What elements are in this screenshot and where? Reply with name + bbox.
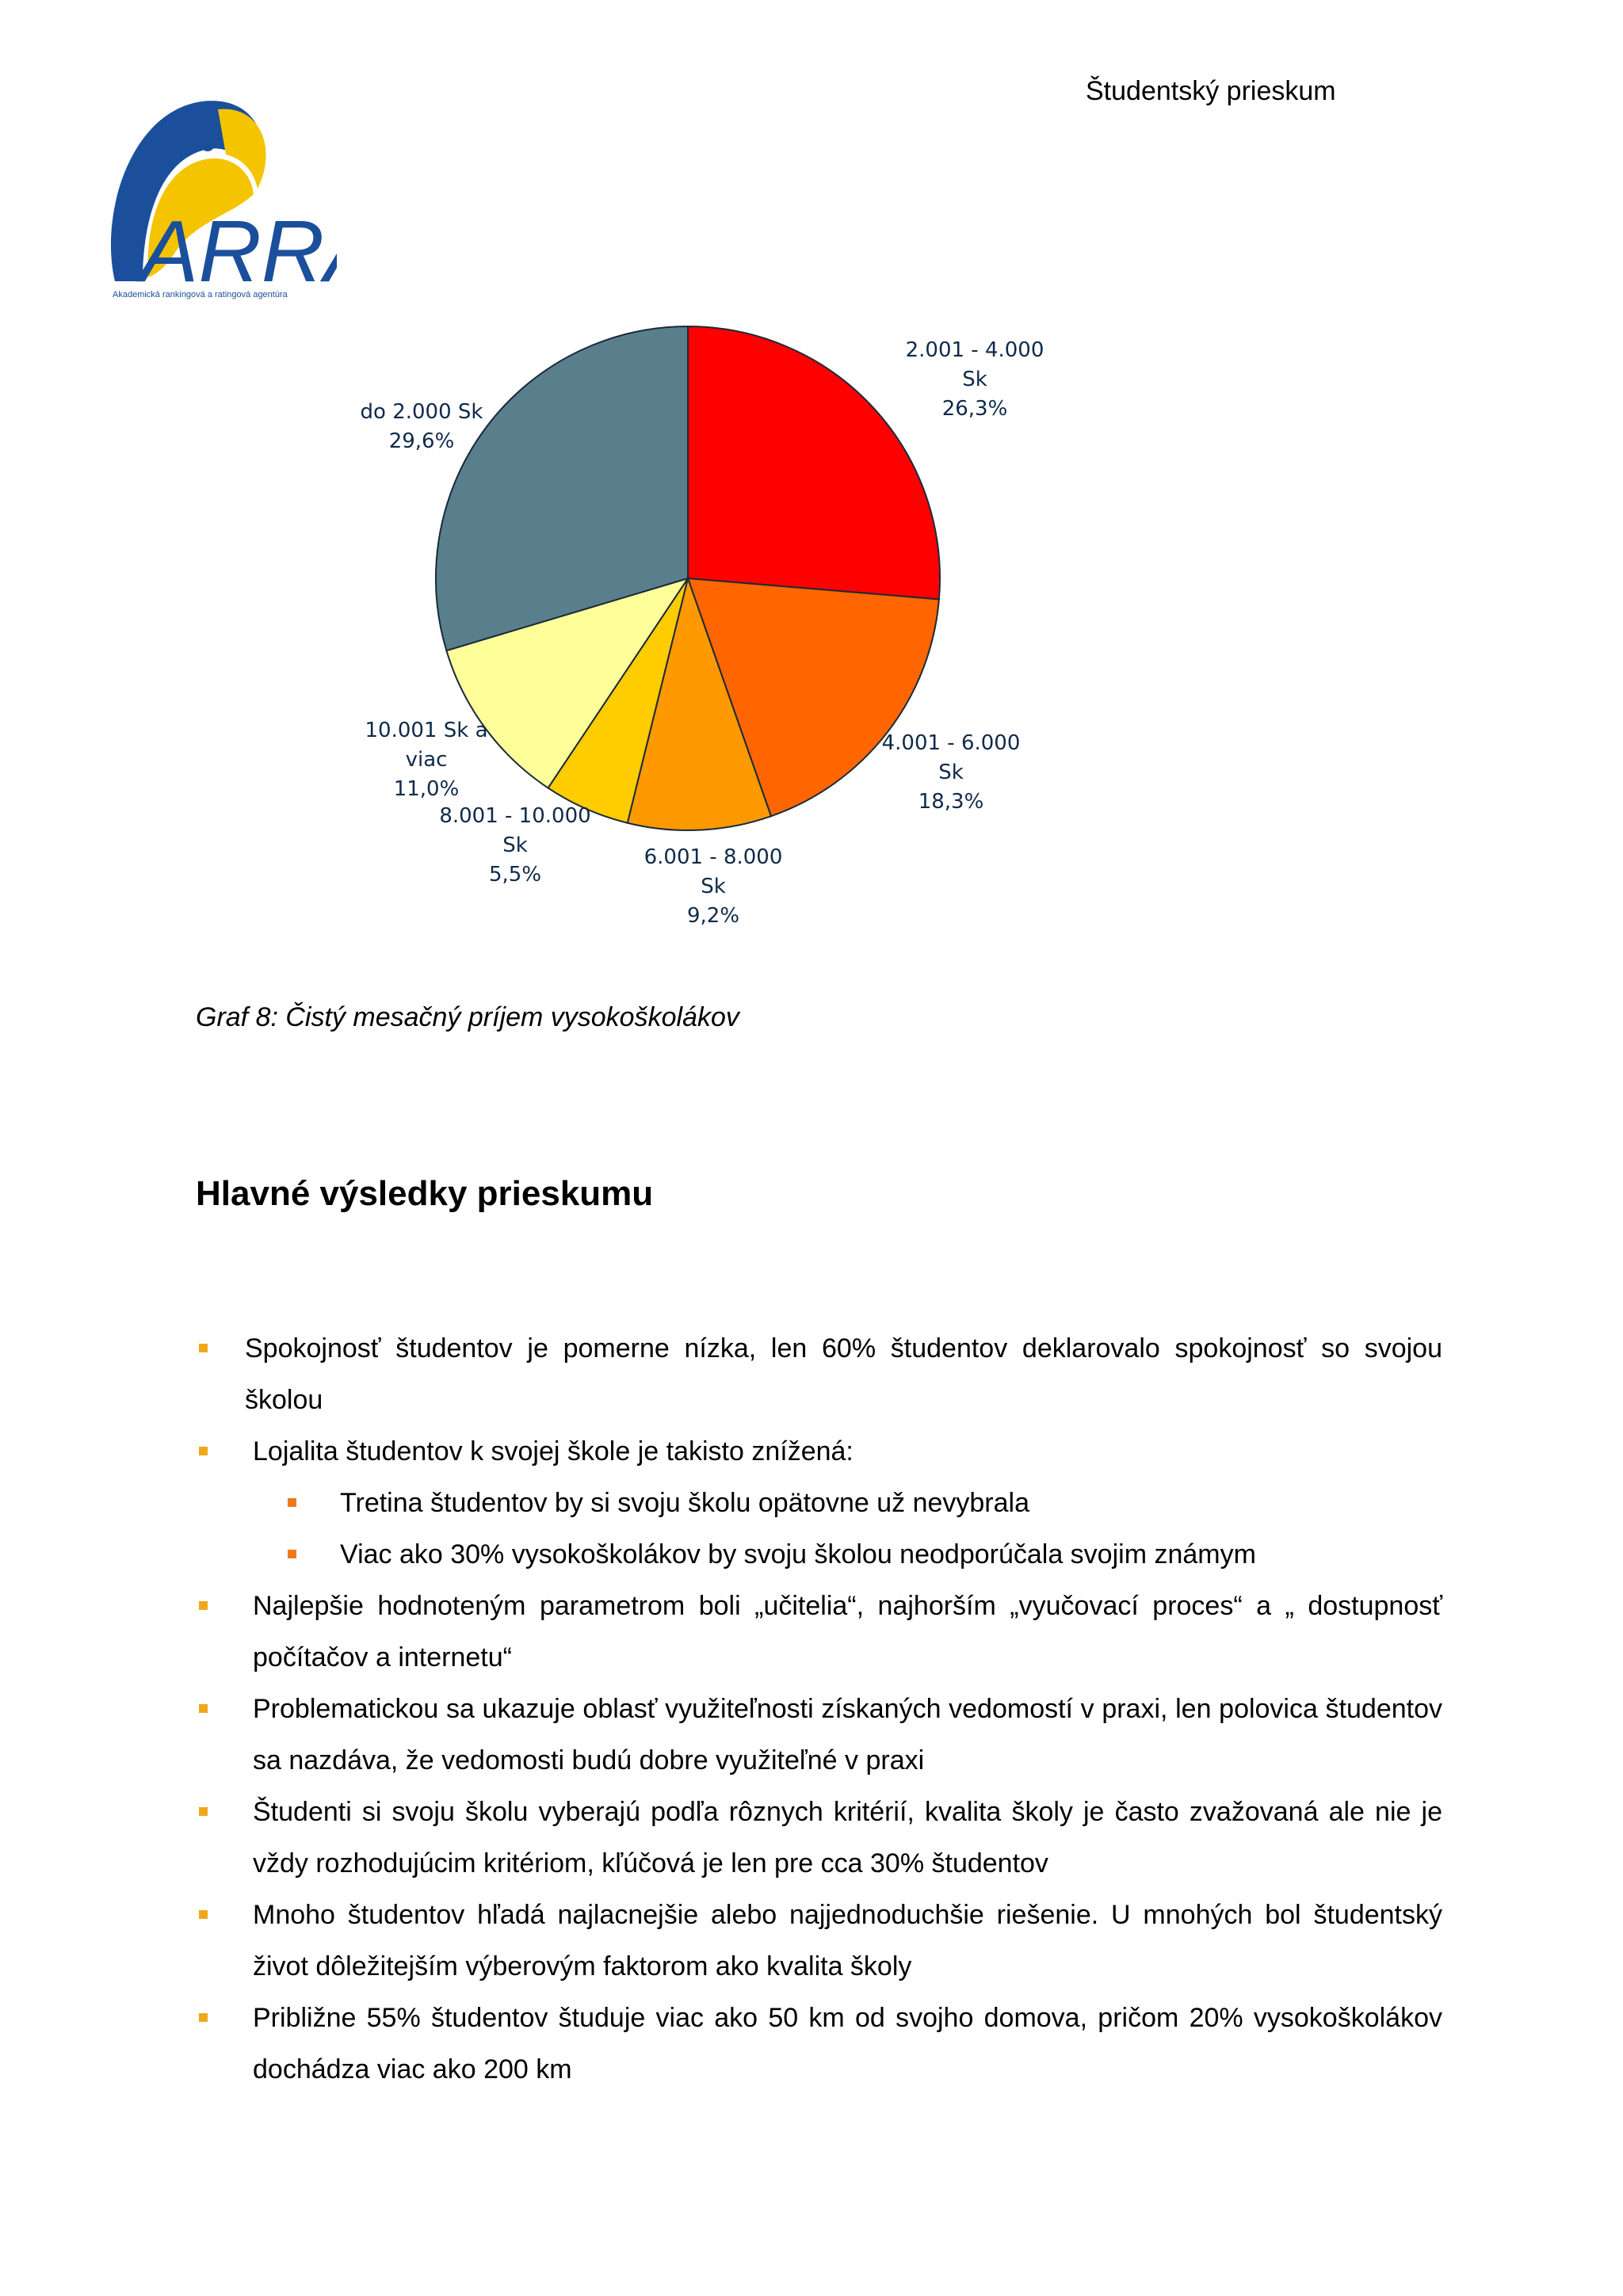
pie-slice <box>688 326 940 599</box>
list-item: Približne 55% študentov študuje viac ako 50 km od svojho domova, pričom 20% vysokoškolákov dochádza viac ako 200 km <box>196 1993 1442 2096</box>
logo-wordmark: ARR <box>140 203 325 300</box>
pie-chart-svg <box>333 309 1046 943</box>
section-title: Hlavné výsledky prieskumu <box>196 1174 654 1213</box>
header-title: Študentský prieskum <box>1086 76 1336 106</box>
list-item: Mnoho študentov hľadá najlacnejšie alebo najjednoduchšie riešenie. U mnohých bol študentský život dôležitejším výberovým faktorom ako kvalita školy <box>196 1890 1442 1993</box>
slice-label: 6.001 - 8.000 Sk 9,2% <box>643 845 783 928</box>
list-item: Najlepšie hodnoteným parametrom boli „učitelia“, najhorším „vyučovací proces“ a „ dostupnosť počítačov a internetu“ <box>196 1581 1442 1684</box>
list-item: Spokojnosť študentov je pomerne nízka, len 60% študentov deklarovalo spokojnosť so svojou školou <box>196 1323 1442 1426</box>
list-item: Študenti si svoju školu vyberajú podľa rôznych kritérií, kvalita školy je často zvažovaná ale nie je vždy rozhodujúcim kritériom, kľúčová je len pre cca 30% študentov <box>196 1787 1442 1890</box>
list-sub-item: Viac ako 30% vysokoškolákov by svoju školou neodporúčala svojim známym <box>285 1529 1442 1581</box>
list-item: Problematickou sa ukazuje oblasť využiteľnosti získaných vedomostí v praxi, len polovica študentov sa nazdáva, že vedomosti budú dobre využiteľné v praxi <box>196 1684 1442 1787</box>
income-pie-chart <box>333 309 1046 943</box>
parrot-logo-icon <box>99 95 337 309</box>
list-sub-item: Tretina študentov by si svoju školu opätovne už nevybrala <box>285 1478 1442 1529</box>
arra-logo <box>99 95 337 309</box>
slice-label: 2.001 - 4.000 Sk 26,3% <box>905 338 1044 421</box>
slice-label: 8.001 - 10.000 Sk 5,5% <box>439 804 591 887</box>
slice-label: 4.001 - 6.000 Sk 18,3% <box>881 731 1021 814</box>
chart-caption: Graf 8: Čistý mesačný príjem vysokoškolákov <box>196 1002 739 1032</box>
slice-label: 10.001 Sk a viac 11,0% <box>365 719 488 801</box>
slice-label: do 2.000 Sk 29,6% <box>360 400 483 453</box>
logo-tagline: Akademická rankingová a ratingová agentúra <box>113 290 288 299</box>
results-list <box>196 1323 1442 2096</box>
list-item: Lojalita študentov k svojej škole je takisto znížená: <box>196 1426 1442 1478</box>
